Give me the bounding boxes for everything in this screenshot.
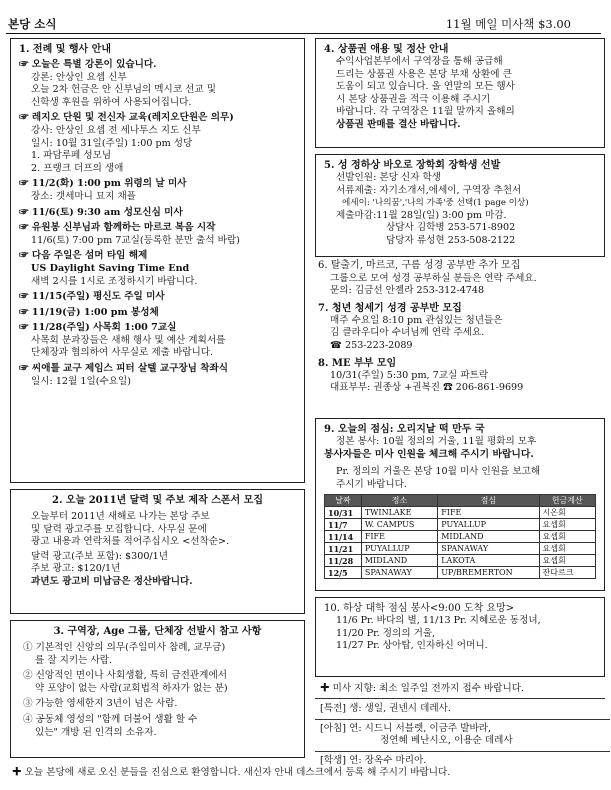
- scholarship-box: [315, 154, 605, 257]
- criteria-line: ③ 가능한 영세한지 3년이 넘은 사람.: [23, 698, 178, 710]
- event-detail: 일시: 10월 31일(주일) 1:00 pm 성당: [31, 137, 193, 149]
- box2-title: 2. 오늘 2011년 달력 및 주보 제작 스폰서 모집: [51, 495, 264, 506]
- box10-line: 11/27 Pr. 상아탑, 인자하신 어머니.: [336, 640, 488, 652]
- event-heading: ☞ 씨애틀 교구 제임스 피터 살텔 교구장님 착좌식: [19, 363, 229, 375]
- box9-title: 9. 오늘의 점심: 오리지날 떡 만두 국: [324, 424, 485, 435]
- box5-line: 선발인원: 본당 신자 학생: [336, 172, 442, 183]
- event-heading: ☞ 11/6(토) 9:30 am 성모신심 미사: [19, 206, 183, 218]
- welcome-footer: ✚ 오늘 본당에 새로 오신 분들을 진심으로 환영합니다. 새신자 안내 데스크에서 등록 해 주시기 바랍니다.: [12, 767, 451, 778]
- schedule-cell: 요셉회: [539, 555, 595, 567]
- leader-criteria-box: [10, 620, 305, 758]
- item8-line: 10/31(주일) 5:30 pm, 7교실 파트락: [330, 369, 489, 381]
- schedule-cell: UP/BREMERTON: [438, 567, 539, 579]
- schedule-cell: 11/21: [325, 543, 362, 555]
- contact-line: 담당자 류성현 253-508-2122: [386, 234, 516, 246]
- schedule-header-cell: 점심: [438, 495, 539, 507]
- lunch-box: [315, 418, 605, 591]
- item6-title: 6. 탈출기, 마르코, 구름 성경 공부반 추가 모집: [318, 260, 521, 271]
- event-detail: 1. 파담루페 성모님: [31, 150, 112, 162]
- header-divider: [6, 33, 601, 34]
- item6-line: 그룹으로 모여 성경 공부하실 분들은 연락 주세요.: [330, 272, 537, 284]
- mass-intention-note: ✚ 미사 지향: 최소 일주일 전까지 접수 바랍니다.: [320, 683, 525, 694]
- item7-title: 7. 청년 청세기 성경 공부반 모집: [318, 302, 462, 314]
- unboxed-notices: [318, 260, 605, 395]
- event-detail: 11/6(토) 7:00 pm 7교실(등록한 분만 출석 바람): [31, 234, 240, 246]
- box5-title: 5. 성 정하상 바오로 장학회 장학생 선발: [324, 160, 501, 171]
- event-detail: 새벽 2시를 1시로 조정하시기 바랍니다.: [31, 275, 198, 287]
- schedule-row: [325, 567, 596, 579]
- divider: [315, 698, 605, 699]
- box9-bold-line: 봉사자들은 미사 인원을 체크해 주시기 바랍니다.: [324, 448, 534, 460]
- bulletin-ad-price: 주보 광고: $120/1년: [31, 563, 121, 575]
- schedule-cell: FIFE: [438, 507, 539, 519]
- event-heading: ☞ 11/28(주일) 사목회 1:00 7교실: [19, 322, 177, 334]
- schedule-cell: PUYALLUP: [361, 543, 437, 555]
- schedule-cell: 요셉회: [539, 543, 595, 555]
- box10-title: 10. 하상 대학 점심 봉사<9:00 도착 요망>: [324, 603, 515, 614]
- schedule-cell: 11/7: [325, 519, 362, 531]
- box4-line: 시 본당 상품권을 적극 이용해 주시기: [336, 93, 491, 105]
- schedule-header-cell: 헌금계산: [539, 495, 595, 507]
- gift-card-box: [315, 38, 605, 148]
- event-detail: US Daylight Saving Time End: [31, 262, 190, 274]
- hasang-lunch-box: [315, 597, 605, 677]
- page-section-title: 본당 소식: [8, 17, 57, 31]
- schedule-cell: 12/5: [325, 567, 362, 579]
- item8-line: 대표부부: 권종상 +권복진 ☎ 206-861-9699: [330, 382, 524, 394]
- criteria-line: ① 기본적인 신앙의 의무(주일미사 참례, 교무금): [23, 642, 226, 653]
- box4-line: 도움이 되고 있습니다. 올 연말의 모든 행사: [336, 81, 515, 93]
- schedule-cell: 시온회: [539, 507, 595, 519]
- liturgy-events-box: [10, 38, 305, 483]
- prayer-line: [특전] 생: 생일, 권넨시 데레사.: [320, 703, 451, 714]
- box9-line: 정본 봉사: 10월 정의의 거울, 11월 평화의 모후: [336, 436, 537, 447]
- schedule-cell: 11/14: [325, 531, 362, 543]
- event-heading: ☞ 11/15(주일) 평신도 주일 미사: [19, 291, 165, 303]
- box4-line: 바랍니다. 각 구역장은 11월 말까지 올해의: [336, 106, 515, 118]
- schedule-header-cell: 정소: [361, 495, 437, 507]
- item7-line: 매주 수요일 8:10 pm 관심있는 청년들은: [330, 314, 503, 326]
- box5-line: 에세이: '나의꿈','나의 가족'중 선택(1 page 이상): [342, 198, 529, 209]
- box4-line: 드리는 상품권 사용은 본당 부채 상환에 큰: [336, 68, 512, 80]
- schedule-row: [325, 519, 596, 531]
- item6-line: 문의: 김금선 안젤라 253-312-4748: [330, 285, 485, 297]
- criteria-line: ② 신앙적인 면이나 사회생활, 특히 금전관계에서: [23, 670, 227, 682]
- prayer-list: [320, 703, 605, 767]
- box1-title: 1. 전례 및 행사 안내: [19, 44, 111, 55]
- service-schedule-table: [324, 494, 596, 579]
- box5-line: 서류제출: 자기소개서,에세이, 구역장 추천서: [336, 184, 522, 196]
- event-heading: ☞ 유원봉 신부님과 함께하는 마르코 복음 시작: [19, 222, 216, 234]
- contact-line: 상담사 김학병 253-571-8902: [386, 222, 516, 234]
- event-heading: ☞ 레지오 단원 및 전신자 교육(레지오단원은 의무): [19, 112, 234, 124]
- schedule-header-cell: 날짜: [325, 495, 362, 507]
- box5-line: 제출마감:11월 28일(일) 3:00 pm 마감.: [336, 209, 507, 221]
- criteria-line: 를 잘 지키는 사람.: [35, 654, 113, 666]
- event-list: [19, 59, 296, 388]
- schedule-cell: MIDLAND: [361, 555, 437, 567]
- criteria-line: 약 포양이 없는 사람(교회법적 하자가 없는 분): [35, 682, 228, 694]
- event-heading: ☞ 11/19(금) 1:00 pm 봉성체: [19, 306, 159, 318]
- event-detail: 장소: 갯세마니 묘지 채플: [31, 190, 137, 202]
- schedule-row: [325, 555, 596, 567]
- prayer-line: 정연혜 베난시오, 이용순 데레사: [380, 735, 513, 747]
- box4-line: 수익사업본부에서 구역장을 통해 공급해: [336, 56, 503, 67]
- event-detail: 강론: 안상인 요셉 신부: [31, 71, 127, 83]
- box2-line: 오늘부터 2011년 새해로 나가는 본당 주보: [31, 511, 210, 522]
- schedule-cell: SPANAWAY: [361, 567, 437, 579]
- event-detail: 강사: 안상인 요셉 전 세나투스 지도 신부: [31, 124, 201, 136]
- item7-line: 김 클라우디아 수녀님께 연락 주세요.: [330, 327, 485, 339]
- schedule-cell: FIFE: [361, 531, 437, 543]
- box3-title: 3. 구역장, Age 그룹, 단체장 선발시 참고 사항: [53, 626, 262, 637]
- schedule-cell: W. CAMPUS: [361, 519, 437, 531]
- missal-price: 11월 메일 미사책 $3.00: [445, 17, 571, 31]
- sponsor-box: [10, 489, 305, 614]
- schedule-cell: TWINLAKE: [361, 507, 437, 519]
- box10-line: 11/6 Pr. 바다의 별, 11/13 Pr. 지혜로운 동정녀,: [336, 615, 541, 626]
- item8-title: 8. ME 부부 모임: [318, 357, 397, 369]
- schedule-cell: 요셉회: [539, 519, 595, 531]
- event-heading: ☞ 오늘은 특별 강론이 있습니다.: [19, 59, 157, 70]
- schedule-row: [325, 507, 596, 519]
- event-detail: 신학생 후원을 위하여 사용되어집니다.: [31, 96, 192, 108]
- box4-title: 4. 상품권 애용 및 정산 안내: [324, 44, 449, 55]
- item7-phone: ☎ 253-223-2089: [330, 339, 413, 351]
- event-detail: 사목회 분과장들은 새해 행사 및 예산 계획서를: [31, 334, 226, 346]
- criteria-line: ④ 공동체 영성의 "함께 더불어 생활 할 수: [23, 713, 198, 725]
- event-heading: ☞ 11/2(화) 1:00 pm 위령의 날 미사: [19, 178, 187, 190]
- box4-line: 상품권 판매를 결산 바랍니다.: [336, 118, 461, 130]
- criteria-line: 있는" 개방 된 인격의 소유자.: [35, 726, 157, 738]
- schedule-cell: MIDLAND: [438, 531, 539, 543]
- schedule-cell: 요셉회: [539, 531, 595, 543]
- event-detail: 2. 프랭크 더프의 생애: [31, 162, 124, 174]
- event-detail: 단체장과 협의하여 사무실로 제출 바랍니다.: [31, 347, 214, 359]
- schedule-cell: 10/31: [325, 507, 362, 519]
- schedule-cell: 11/28: [325, 555, 362, 567]
- box2-line: 광고 내용과 연락처를 적어주십시오 <선착순>.: [31, 536, 230, 548]
- box9-line: Pr. 정의의 거울은 본당 10월 미사 인원을 보고해: [336, 466, 541, 478]
- criteria-list: [19, 642, 296, 739]
- box2-line: 및 달력 광고주를 모집합니다. 사무실 문에: [31, 523, 207, 535]
- schedule-row: [325, 543, 596, 555]
- schedule-cell: SPANAWAY: [438, 543, 539, 555]
- box10-line: 11/20 Pr. 정의의 거울,: [336, 627, 436, 639]
- box9-line: 주시기 바랍니다.: [336, 478, 407, 490]
- prayer-line: [학생] 연: 장옥수 마리아.: [320, 754, 427, 766]
- schedule-cell: 잔다르크: [539, 567, 595, 579]
- schedule-cell: PUYALLUP: [438, 519, 539, 531]
- event-detail: 오늘 2차 헌금은 안 신부님의 멕시코 선교 및: [31, 84, 216, 96]
- calendar-ad-price: 달력 광고(주보 포함): $300/1년: [31, 550, 169, 562]
- unpaid-notice: 과년도 광고비 미납금은 정산바랍니다.: [31, 575, 193, 587]
- event-detail: 일시: 12월 1일(수요일): [31, 375, 132, 387]
- prayer-line: [아침] 연: 시드니 서블렛, 이금주 발바라,: [320, 722, 492, 734]
- schedule-cell: LAKOTA: [438, 555, 539, 567]
- schedule-row: [325, 531, 596, 543]
- event-heading: ☞ 다음 주일은 섬머 타임 해제: [19, 250, 148, 262]
